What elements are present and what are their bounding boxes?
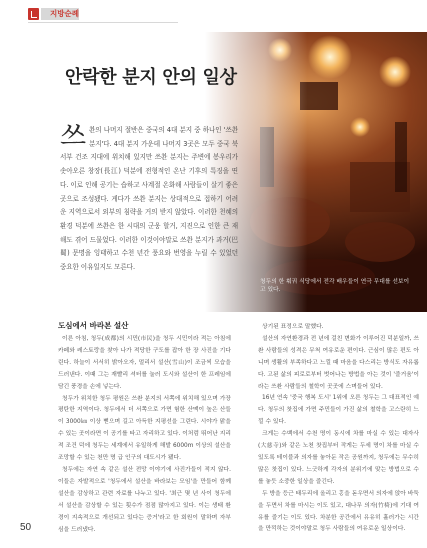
body-paragraph: 두 방을 등근 태두리에 올리고 홍을 돋우면서 의자에 앉아 바둑을 두면서 차를 마시는 이도 있고, 대나무 의자(竹椅)에 기대 여유를 즐기는 이도 있다. 차분한 공간에서 유유히 흘러가는 시간을 만끽하는 것이야말로 청두 사람들의 여유로운 일상이다.	[258, 490, 419, 533]
body-paragraph: 청두에는 자연 속 같은 설산 전망 이야기에 사진가들이 적지 않다. 이들은 자발적으로 '청두에서 설산을 바라보는 모임'을 만들어 함께 설산을 감상하고 관련 자료를 나누고 있다. '최근 몇 년 사이 청두에서 설산을 감상할 수 있는 횟수가 점점 많아지고 있다. 이는 생태 환경이 지속적으로 개선되고 있다는 증거'라고 한 회원이 말하며 자부심을 드러냈다.	[58, 466, 231, 533]
body-paragraph: 16년 연속 '중국 행복 도시' 1위에 오른 청두는 그 대표적인 예다. 청두의 찻집에 가면 주민들이 가진 삶의 철학을 고스란히 느낄 수 있다.	[258, 395, 419, 426]
page-number: 50	[20, 522, 32, 533]
body-paragraph: 상기된 표정으로 말했다.	[262, 324, 324, 330]
right-column	[258, 322, 419, 536]
body-paragraph: 크게는 수백에서 수천 명이 동시에 차를 마실 수 있는 대자사(大慈寺)와 같은 노천 찻집부터 작게는 두세 명이 차를 마실 수 있도록 테이블과 의자를 놓아둔 작은 공원까지, 청두에는 무수히 많은 찻집이 있다. 느긋하게 각자의 분위기에 맞는 방법으로 수를 놓듯 소중한 일상을 즐긴다.	[258, 431, 419, 485]
drop-cap: 쓰	[60, 121, 86, 152]
photo-caption: 청두의 한 훠궈 식당에서 전각 배우들이 연극 무대를 선보이고 있다.	[260, 279, 410, 293]
body-paragraph: 이른 아침, 청두(成都)의 시민(市民)을 청두 시민이라 적는 아침에 카페와 레스토랑을 찾아 나가 적당한 구도를 잡아 한 장 사진을 기다린다. 하늘이 서서히 밝아오자, 멀리서 설산(雪山)이 조금씩 모습을 드러낸다. 이때 그는 재빨리 셔터를 눌러 도시와 설산이 한 프레임에 담긴 풍경을 손에 넣는다.	[58, 336, 231, 390]
magazine-logo-icon	[28, 8, 39, 20]
intro-text: 촨의 나머지 절반은 중국의 4대 분지 중 하나인 '쓰촨 분지'다. 4대 분지 가운데 나머지 3곳은 모두 중국 북서부 건조 지대에 위치해 있지만 쓰촨 분지는 주변에 봉우리가 솟아오른 창장(長江) 덕분에 전형적인 온난 기후의 특징을 띤다. 이로 인해 공기는 습하고 사계절 온화해 사람들이 살기 좋은 곳으로 조성됐다. 게다가 쓰촨 분지는 상대적으로 접하기 어려운 지역으로서 외부의 침략을 거의 받지 않았다. 이러한 천혜의 환경 덕분에 쓰촨은 한 시대의 군웅 할거, 지진으로 인한 큰 재해도 겪어 드물었다. 이러한 이것이야말로 쓰촨 분지가 과거(巴蜀) 문명을 잉태하고 수천 년간 풍요와 번영을 누릴 수 있었던 중요한 이유일지도 모른다.	[60, 126, 238, 272]
article-title: 안락한 분지 안의 일상	[65, 67, 237, 88]
section-label: 지방순례	[50, 9, 79, 18]
header-rule	[28, 22, 178, 23]
left-column	[58, 334, 231, 536]
page-header	[0, 0, 427, 32]
body-paragraph: 설산의 자연환경과 전 년에 걸친 변화가 이루어진 덕분일까, 쓰촨 사람들의 성격은 무척 여유로운 편이다. 근심이 많은 편도 아니며 생활의 부족하다고 느낄 때 마음을 다스리는 방식도 자유롭다. 고된 삶의 피로로부터 벗어나는 방법을 아는 것이 '즐거움'이라는 쓰촨 사람들의 철학이 곳곳에 스며들어 있다.	[258, 335, 419, 390]
intro-paragraph	[60, 121, 238, 275]
body-paragraph: 청두가 위치한 청두 평원은 쓰촨 분지의 서쪽에 위치해 있으며 가장 평탄한 지역이다. 청두에서 더 서쪽으로 가면 험한 산맥이 높은 산들이 3000㎞ 이상 뻗으며 길고 아득한 지평선을 그린다. 시야가 맑을 수 있는 곳이라면 이 공기를 타고 자리하고 있다. 이처럼 뛰어난 지리적 조건 덕에 청두는 세계에서 유일하게 해발 6000m 이상의 설산을 조망할 수 있는 천만 명 급 인구의 대도시가 됐다.	[58, 395, 231, 462]
section-subhead: 도심에서 바라본 설산	[58, 321, 129, 330]
